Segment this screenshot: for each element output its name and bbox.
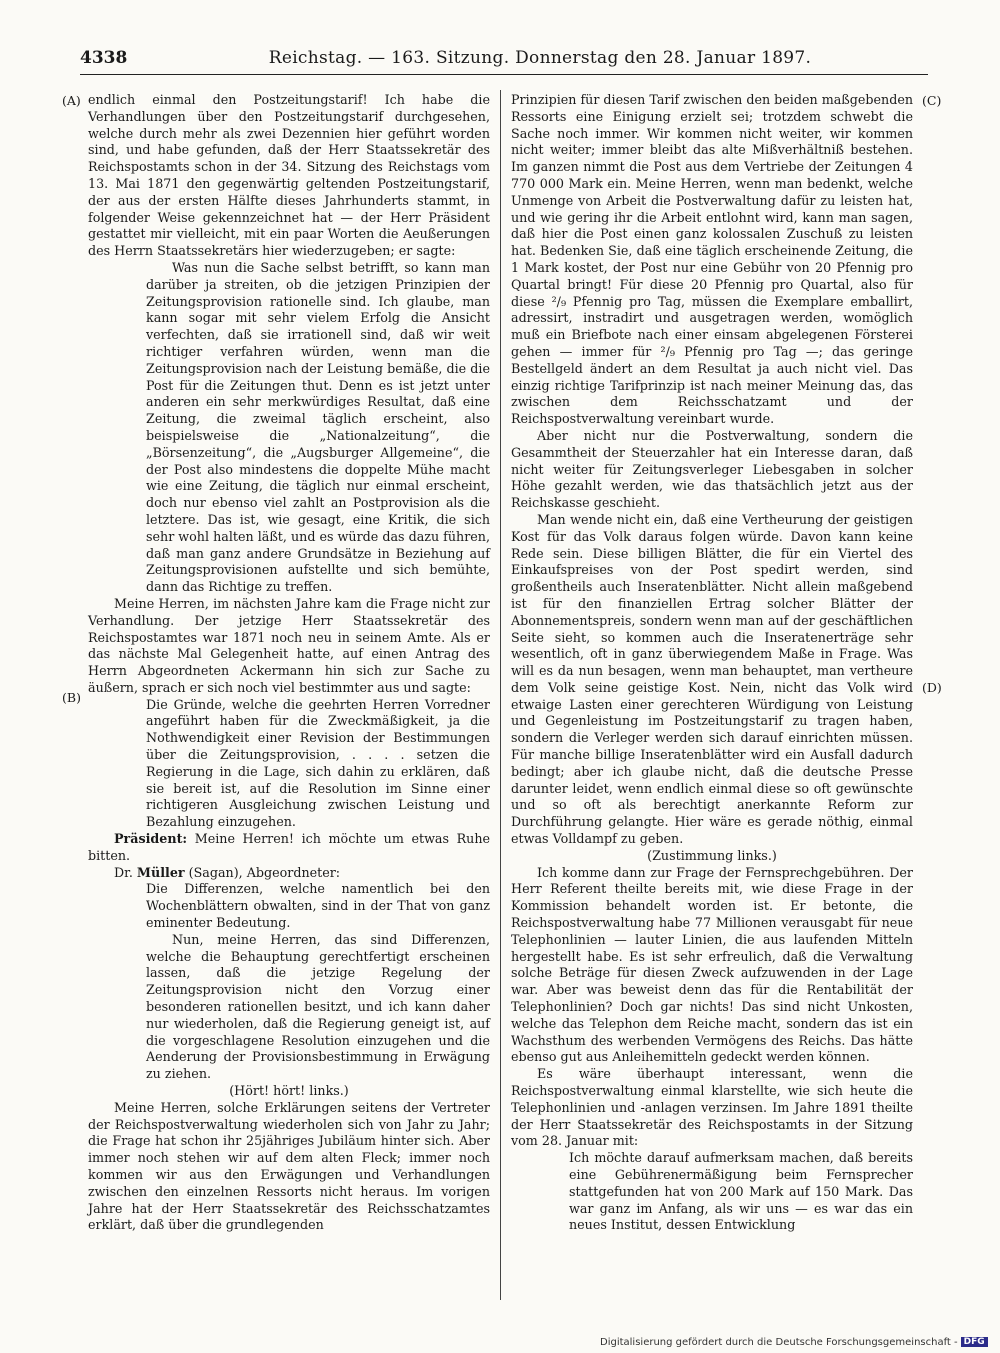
speaker-name: Müller bbox=[136, 864, 185, 880]
digitization-credit bbox=[600, 1337, 985, 1348]
right-column bbox=[511, 92, 913, 1234]
interjection: (Zustimmung links.) bbox=[647, 847, 777, 863]
margin-marker-b: (B) bbox=[62, 690, 81, 705]
quotation: Ich möchte darauf aufmerksam machen, daß bereits eine Gebührenermäßigung beim Fernsprecher stattgefunden hat von 200 Mark auf 150 Mark. Das war ganz im Anfang, als wir uns — es war das ein neues Institut, dessen Entwicklung bbox=[569, 1150, 913, 1233]
paragraph: Es wäre überhaupt interessant, wenn die Reichspostverwaltung einmal klarstellte, wie sich heute die Telephonlinien und -anlagen verzinsen. Im Jahre 1891 theilte der Herr Staatssekretär des Reichspostamts in der Sitzung vom 28. Januar mit: bbox=[511, 1066, 913, 1149]
speaker-paragraph: Dr. Müller (Sagan), Abgeordneter: bbox=[114, 864, 341, 880]
paragraph: endlich einmal den Postzeitungstarif! Ich habe die Verhandlungen über den Postzeitungstarif durchgesehen, welche durch mehr als zwei Dezennien hier geführt worden sind, und habe gefunden, daß der Herr Staatssekretär des Reichspostamts schon in der 34. Sitzung des Reichstags vom 13. Mai 1871 den gegenwärtig geltenden Postzeitungstarif, der aus der ersten Hälfte dieses Jahrhunderts stammt, in folgender Weise gekennzeichnet hat — der Herr Präsident gestattet mir vielleicht, mit ein paar Worten die Aeußerungen des Herrn Staatssekretärs hier wiederzugeben; er sagte: bbox=[88, 92, 490, 259]
paragraph: Aber nicht nur die Postverwaltung, sondern die Gesammtheit der Steuerzahler hat ein Interesse daran, daß nicht weiter für Zeitungsverleger Liebesgaben in solcher Höhe gezahlt werden, wie das thatsächlich jetzt aus der Reichskasse geschieht. bbox=[511, 427, 913, 511]
paragraph: Ich komme dann zur Frage der Fernsprechgebühren. Der Herr Referent theilte bereits mit, wie diese Frage in der Kommission behandelt worden ist. Er betonte, die Reichspostverwaltung habe 77 Millionen verausgabt für neue Telephonlinien — lauter Linien, die aus laufenden Mitteln hergestellt habe. Es ist sehr erfreulich, daß die Verwaltung solche Beträge für diesen Zweck aufzuwenden in der Lage war. Aber was beweist denn das für die Rentabilität der Telephonlinien? Doch gar nichts! Das sind nicht Unkosten, welche das Telephon dem Reiche macht, sondern das ist ein Wachsthum des werbenden Vermögens des Reichs. Das hätte ebenso gut aus Anleihemitteln gedeckt werden können. bbox=[511, 864, 913, 1065]
credit-text: Digitalisierung gefördert durch die Deutsche Forschungsgemeinschaft - bbox=[600, 1337, 958, 1348]
dfg-logo: DFG bbox=[961, 1337, 988, 1347]
quotation: Die Differenzen, welche namentlich bei den Wochenblättern obwalten, sind in der That von ganz eminenter Bedeutung. bbox=[146, 881, 490, 931]
speaker-paragraph: Präsident: Meine Herren! ich möchte um etwas Ruhe bitten. bbox=[88, 831, 490, 863]
quotation: Nun, meine Herren, das sind Differenzen, welche die Behauptung gerechtfertigt erscheinen lassen, daß die jetzige Regelung der Zeitungsprovision nicht den Vorzug einer besonderen rationellen besitzt, und ich kann daher nur wiederholen, daß die Regierung geneigt ist, auf die vorgeschlagene Resolution einzugehen und die Aenderung der Provisionsbestimmung in Erwägung zu ziehen. bbox=[146, 931, 490, 1082]
paragraph: Meine Herren, solche Erklärungen seitens der Vertreter der Reichspostverwaltung wiederholen sich von Jahr zu Jahr; die Frage hat schon ihr 25jähriges Jubiläum hinter sich. Aber immer noch stehen wir auf dem alten Fleck; immer noch kommen wir aus den Erwägungen und Verhandlungen zwischen den einzelnen Ressorts nicht heraus. Im vorigen Jahre hat der Herr Staatssekretär des Reichsschatzamtes erklärt, daß über die grundlegenden bbox=[88, 1099, 490, 1233]
speaker-name: Präsident: bbox=[114, 831, 188, 847]
left-column bbox=[88, 92, 490, 1234]
paragraph: Man wende nicht ein, daß eine Vertheurung der geistigen Kost für das Volk daraus folgen würde. Davon kann keine Rede sein. Diese billigen Blätter, die für ein Viertel des Einkaufspreises von der Post spedirt werden, sind großentheils auch Inseratenblätter. Nicht allein maßgebend ist für den finanziellen Ertrag solcher Blätter der Abonnementspreis, sondern wenn man auf der geschäftlichen Seite sieht, so kommen auch die Inseratenerträge sehr wesentlich, oft in ganz überwiegendem Maße in Frage. Was will es da nun besagen, wenn man behauptet, man vertheure dem Volk seine geistige Kost. Nein, nicht das Volk wird etwaige Lasten einer gerechteren Würdigung von Leistung und Gegenleistung im Postzeitungstarif zu tragen haben, sondern die Verleger werden sich darauf einrichten müssen. Für manche billige Inseratenblätter wird ein Ausfall dadurch bedingt; aber ich glaube nicht, daß die deutsche Presse darunter leidet, wenn endlich einmal diese so oft gewünschte und so oft als berechtigt anerkannte Reform zur Durchführung gelangte. Hier wäre es gerade nöthig, einmal etwas Volldampf zu geben. bbox=[511, 511, 913, 847]
quotation: Was nun die Sache selbst betrifft, so kann man darüber ja streiten, ob die jetzigen Prinzipien der Zeitungsprovision rationelle sind. Ich glaube, man kann sogar mit sehr vielem Erfolg die Ansicht verfechten, daß sie irrationell sind, daß wir weit richtiger verfahren würden, wenn man die Zeitungsprovision nach der Leistung bemäße, die die Post für die Zeitungen thut. Denn es ist jetzt unter anderen ein sehr merkwürdiges Resultat, daß eine Zeitung, die zweimal täglich erscheint, also beispielsweise die „Nationalzeitung“, die „Börsenzeitung“, die „Augsburger Allgemeine“, die der Post also mindestens die doppelte Mühe macht wie eine Zeitung, die täglich nur einmal erscheint, doch nur ebenso viel zahlt an Postprovision als die letztere. Das ist, wie gesagt, eine Kritik, die sich sehr wohl halten läßt, und es würde das dazu führen, daß man ganz andere Grundsätze in Beziehung auf Zeitungsprovisionen aufstellte und sich bemühte, dann das Richtige zu treffen. bbox=[146, 259, 490, 595]
page-header bbox=[80, 46, 928, 75]
page-number: 4338 bbox=[80, 48, 128, 68]
quotation: Die Gründe, welche die geehrten Herren Vorredner angeführt haben für die Zweckmäßigkeit, ja die Nothwendigkeit einer Revision der Bestimmungen über die Zeitungsprovision, . . . . setzen die Regierung in die Lage, sich dahin zu erklären, daß sie bereit ist, auf die Resolution im Sinne einer richtigeren Ausgleichung zwischen Leistung und Bezahlung einzugehen. bbox=[146, 696, 490, 830]
running-title: Reichstag. — 163. Sitzung. Donnerstag den 28. Januar 1897. bbox=[268, 48, 812, 68]
interjection: (Hört! hört! links.) bbox=[229, 1083, 349, 1099]
margin-marker-a: (A) bbox=[62, 93, 81, 108]
margin-marker-d: (D) bbox=[922, 680, 942, 695]
margin-marker-c: (C) bbox=[922, 93, 942, 108]
paragraph: Meine Herren, im nächsten Jahre kam die Frage nicht zur Verhandlung. Der jetzige Herr Staatssekretär des Reichspostamtes war 1871 noch neu in seinem Amte. Als er das nächste Mal Gelegenheit hatte, auf einen Antrag des Herrn Abgeordneten Ackermann hin sich zur Sache zu äußern, sprach er sich noch viel bestimmter aus und sagte: bbox=[88, 595, 490, 695]
paragraph: Prinzipien für diesen Tarif zwischen den beiden maßgebenden Ressorts eine Einigung erzielt sei; trotzdem schwebt die Sache noch immer. Wir kommen nicht weiter, wir kommen nicht weiter; immer bleibt das alte Mißverhältniß bestehen. Im ganzen nimmt die Post aus dem Vertriebe der Zeitungen 4 770 000 Mark ein. Meine Herren, wenn man bedenkt, welche Unmenge von Arbeit die Postverwaltung dafür zu leisten hat, und wie gering ihr die Arbeit entlohnt wird, kann man sagen, daß hier die Post einen ganz kolossalen Zuschuß zu leisten hat. Bedenken Sie, daß eine täglich erscheinende Zeitung, die 1 Mark kostet, der Post nur eine Gebühr von 20 Pfennig pro Quartal bringt! Für diese 20 Pfennig pro Quartal, also für diese ²/₉ Pfennig pro Tag, müssen die Exemplare emballirt, adressirt, instradirt und ausgetragen werden, womöglich muß ein Briefbote nach einer einsam abgelegenen Försterei gehen — immer für ²/₉ Pfennig pro Tag —; das geringe Bestellgeld ändert an dem Resultat ja auch nicht viel. Das einzig richtige Tarifprinzip ist nach meiner Meinung das, das zwischen dem Reichsschatzamt und der Reichspostverwaltung vereinbart wurde. bbox=[511, 92, 913, 427]
column-divider bbox=[500, 90, 501, 1300]
